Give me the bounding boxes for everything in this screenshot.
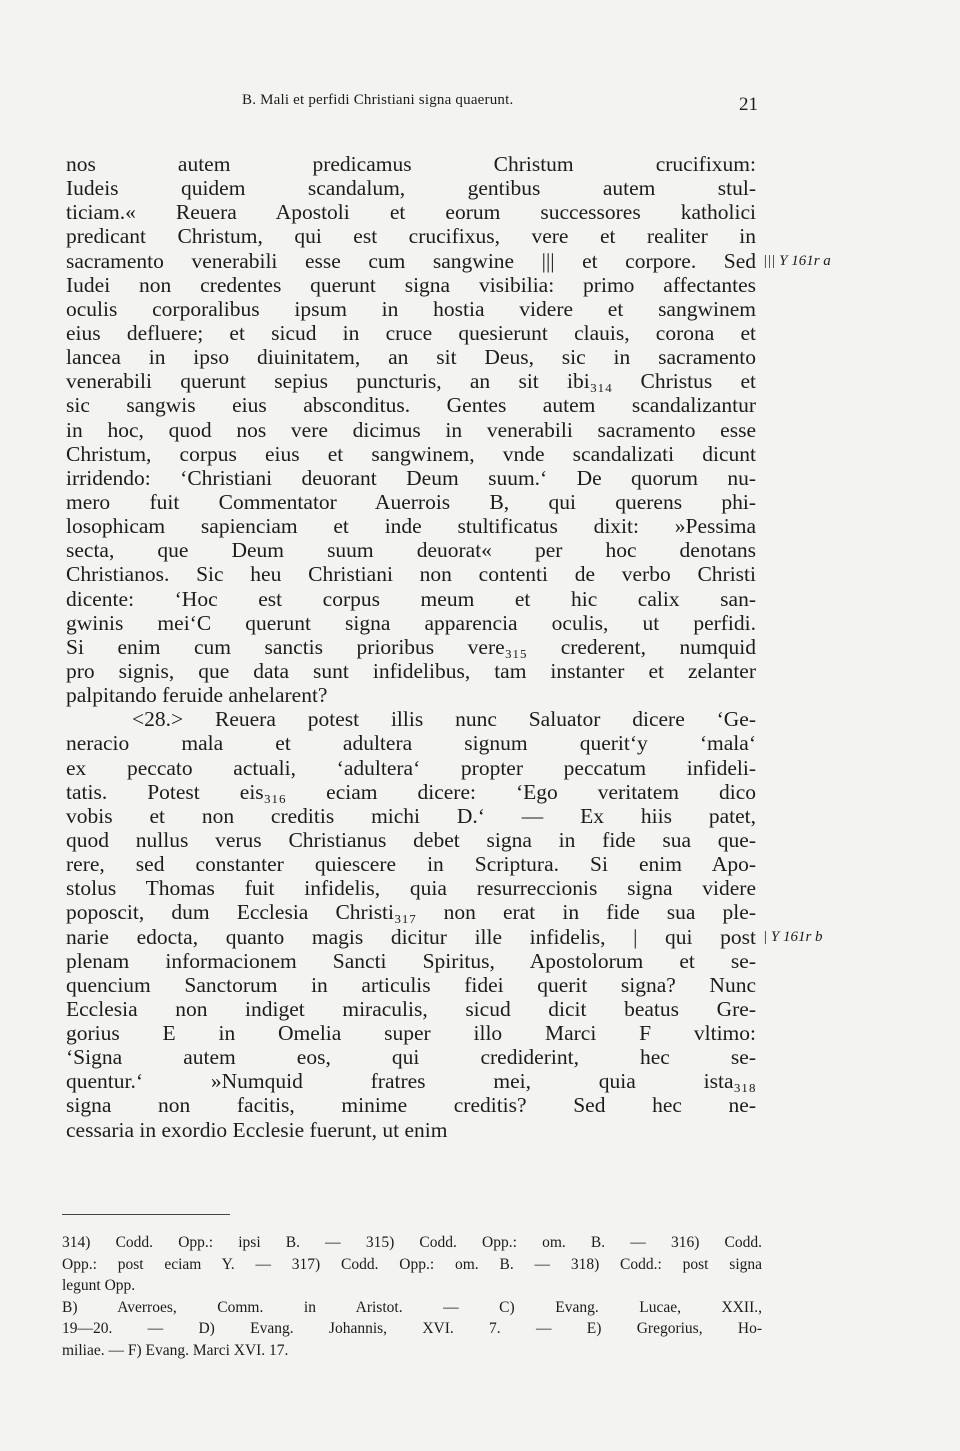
main-text <box>66 152 756 1142</box>
text-line: vobis et non creditis michi D.‘ — Ex hiis patet, <box>66 803 756 828</box>
text-line: irridendo: ‘Christiani deuorant Deum suum.‘ De quorum nu- <box>66 465 756 490</box>
text-line: neracio mala et adultera signum querit‘y ‘mala‘ <box>66 731 756 756</box>
text-line: Ecclesia non indiget miraculis, sicud dicit beatus Gre- <box>66 996 756 1021</box>
text-line: sacramento venerabili esse cum sangwine ||| et corpore. Sed <box>66 248 756 273</box>
footnote-line: legunt Opp. <box>62 1277 136 1294</box>
text-line: predicant Christum, qui est crucifixus, vere et realiter in <box>66 224 756 249</box>
text-line: mero fuit Commentator Auerrois B, qui querens phi- <box>66 489 756 514</box>
page-number: 21 <box>739 94 758 115</box>
text-line: oculis corporalibus ipsum in hostia videre et sangwinem <box>66 296 756 321</box>
footnotes <box>62 1232 762 1361</box>
text-line: narie edocta, quanto magis dicitur ille infidelis, | qui post <box>66 924 756 949</box>
text-line: in hoc, quod nos vere dicimus in venerabili sacramento esse <box>66 417 756 442</box>
margin-folio-note: | Y 161r b <box>763 928 823 945</box>
text-line: ticiam.« Reuera Apostoli et eorum successores katholici <box>66 200 756 225</box>
text-line: ‘Signa autem eos, qui crediderint, hec se- <box>66 1045 756 1070</box>
text-line: <28.> Reuera potest illis nunc Saluator dicere ‘Ge- <box>132 707 756 732</box>
footnote-line: B) Averroes, Comm. in Aristot. — C) Evang. Lucae, XXII., <box>62 1298 762 1316</box>
footnote-line: Opp.: post eciam Y. — 317) Codd. Opp.: om. B. — 318) Codd.: post signa <box>62 1255 762 1273</box>
page-header <box>230 92 770 116</box>
text-line: Christum, corpus eius et sangwinem, vnde scandalizati dicunt <box>66 441 756 466</box>
text-line: ex peccato actuali, ‘adultera‘ propter peccatum infideli- <box>66 755 756 780</box>
text-line: signa non facitis, minime creditis? Sed hec ne- <box>66 1093 756 1118</box>
text-line: quencium Sanctorum in articulis fidei querit signa? Nunc <box>66 972 756 997</box>
footnote-rule <box>62 1214 230 1215</box>
text-line: quentur.‘ »Numquid fratres mei, quia ista₃₁₈ <box>66 1069 756 1094</box>
text-line: secta, que Deum suum deuorat« per hoc denotans <box>66 538 756 563</box>
text-line: gwinis mei‘C querunt signa apparencia oculis, ut perfidi. <box>66 610 756 635</box>
text-line: quod nullus verus Christianus debet signa in fide sua que- <box>66 827 756 852</box>
text-line: venerabili querunt sepius puncturis, an sit ibi₃₁₄ Christus et <box>66 369 756 394</box>
text-line: losophicam sapienciam et inde stultificatus dixit: »Pessima <box>66 514 756 539</box>
text-line: palpitando feruide anhelarent? <box>66 683 328 708</box>
text-line: tatis. Potest eis₃₁₆ eciam dicere: ‘Ego veritatem dico <box>66 779 756 804</box>
text-line: gorius E in Omelia super illo Marci F vltimo: <box>66 1021 756 1046</box>
text-line: lancea in ipso diuinitatem, an sit Deus, sic in sacramento <box>66 345 756 370</box>
text-line: Iudei non credentes querunt signa visibilia: primo affectantes <box>66 272 756 297</box>
text-line: cessaria in exordio Ecclesie fuerunt, ut enim <box>66 1117 448 1142</box>
text-line: Christianos. Sic heu Christiani non contenti de verbo Christi <box>66 562 756 587</box>
footnote-line: 314) Codd. Opp.: ipsi B. — 315) Codd. Opp.: om. B. — 316) Codd. <box>62 1234 762 1251</box>
margin-folio-note: ||| Y 161r a <box>763 252 831 269</box>
text-line: sic sangwis eius absconditus. Gentes autem scandalizantur <box>66 393 756 418</box>
text-line: stolus Thomas fuit infidelis, quia resurreccionis signa videre <box>66 876 756 901</box>
text-line: Iudeis quidem scandalum, gentibus autem stul- <box>66 176 756 201</box>
text-line: poposcit, dum Ecclesia Christi₃₁₇ non erat in fide sua ple- <box>66 900 756 925</box>
text-line: nos autem predicamus Christum crucifixum: <box>66 152 756 176</box>
text-line: dicente: ‘Hoc est corpus meum et hic calix san- <box>66 586 756 611</box>
footnote-line: 19—20. — D) Evang. Johannis, XVI. 7. — E) Gregorius, Ho- <box>62 1320 762 1337</box>
running-head: B. Mali et perfidi Christiani signa quaerunt. <box>242 92 514 108</box>
text-line: eius defluere; et sicud in cruce quesierunt clauis, corona et <box>66 320 756 345</box>
text-line: plenam informacionem Sancti Spiritus, Apostolorum et se- <box>66 948 756 973</box>
text-line: Si enim cum sanctis prioribus vere₃₁₅ crederent, numquid <box>66 634 756 659</box>
footnote-line: miliae. — F) Evang. Marci XVI. 17. <box>62 1341 289 1359</box>
text-line: pro signis, que data sunt infidelibus, tam instanter et zelanter <box>66 658 756 683</box>
text-line: rere, sed constanter quiescere in Scriptura. Si enim Apo- <box>66 852 756 877</box>
